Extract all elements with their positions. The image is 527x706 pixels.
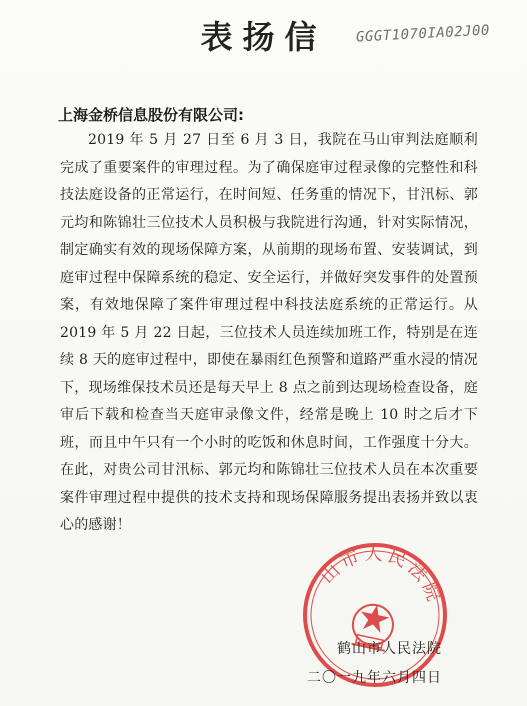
signature-organization: 鹤山市人民法院 [337,641,442,657]
letter-body: 2019 年 5 月 27 日至 6 月 3 日，我院在马山审判法庭顺利完成了重要案件的审理过程。为了确保庭审过程录像的完整性和科技法庭设备的正常运行，在时间短、任务重的情况下，甘汛标、郭元均和陈锦壮三位技术人员积极与我院进行沟通，针对实际情况，制定确实有效的现场保障方案，从前期的现场布置、安装调试，到庭审过程中保障系统的稳定、安全运行，并做好突发事件的处置预案，有效地保障了案件审理过程中科技法庭系统的正常运行。从 2019 年 5 月 22 日起，三位技术人员连续加班工作，特别是在连续 8 天的庭审过程中，即使在暴雨红色预警和道路严重水浸的情况下，现场维保技术员还是每天早上 8 点之前到达现场检查设备，庭审后下载和检查当天庭审录像文件，经常是晚上 10 时之后才下班，而且中午只有一个小时的吃饭和休息时间，工作强度十分大。在此，对贵公司甘汛标、郭元均和陈锦壮三位技术人员在本次重要案件审理过程中提供的技术支持和现场保障服务提出表扬并致以衷心的感谢！ [60,132,478,533]
signature-date: 二〇一九年六月四日 [307,670,442,686]
letter-title: 表扬信 [200,18,327,56]
salutation: 上海金桥信息股份有限公司: [58,106,244,124]
handwritten-reference-note: GGGT1070IA02J00 [355,22,491,46]
seal-text: 山市人民法院 [316,543,446,608]
